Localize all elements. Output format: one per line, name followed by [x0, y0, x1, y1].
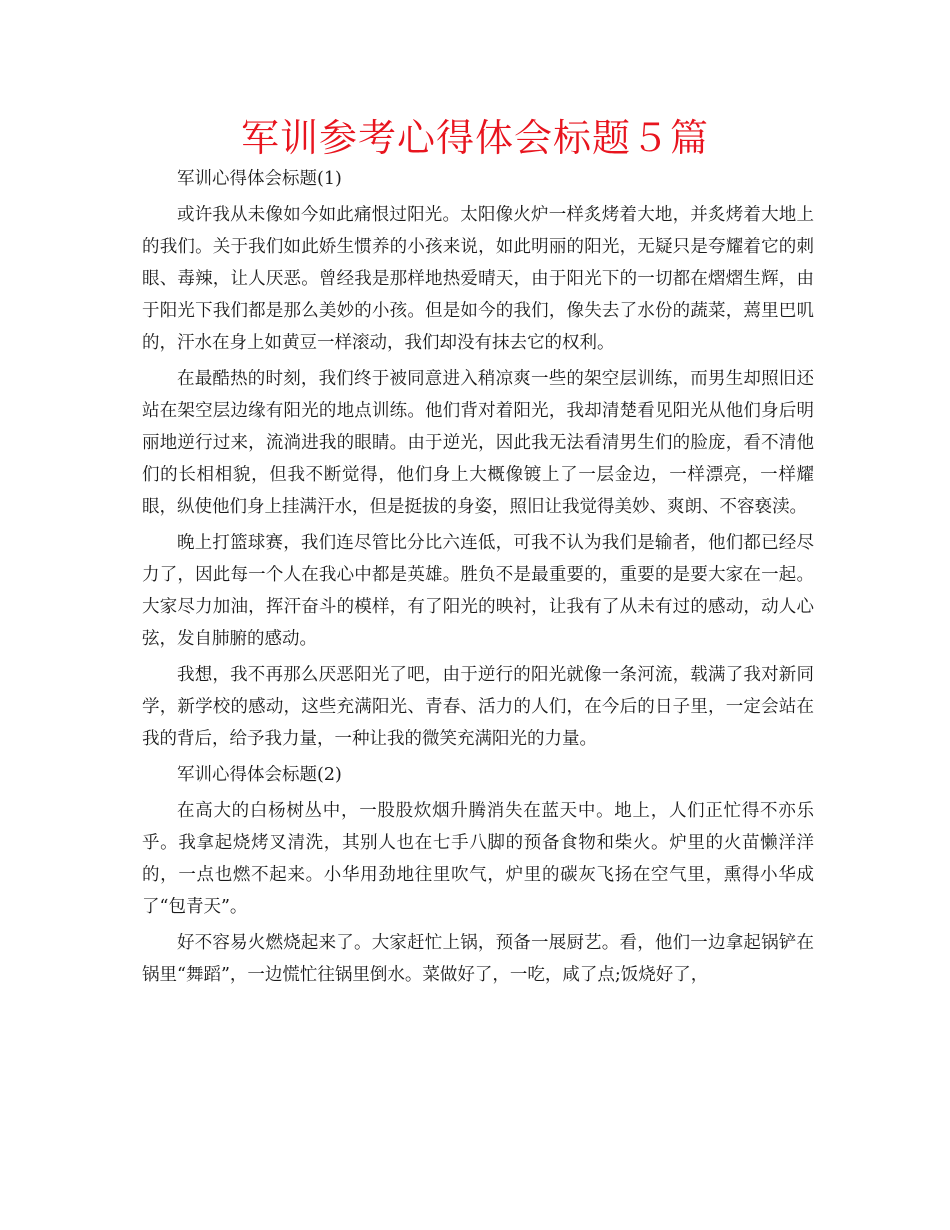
paragraph: 晚上打篮球赛，我们连尽管比分比六连低，可我不认为我们是输者，他们都已经尽力了，因此每一个人在我心中都是英雄。胜负不是最重要的，重要的是要大家在一起。大家尽力加油，挥汗奋斗的模样，有了阳光的映衬，让我有了从未有过的感动，动人心弦，发自肺腑的感动。 [142, 533, 814, 649]
page-title: 军训参考心得体会标题５篇 [240, 116, 709, 160]
paragraph: 在最酷热的时刻，我们终于被同意进入稍凉爽一些的架空层训练，而男生却照旧还站在架空层边缘有阳光的地点训练。他们背对着阳光，我却清楚看见阳光从他们身后明丽地逆行过来，流淌进我的眼睛。由于逆光，因此我无法看清男生们的脸庞，看不清他们的长相相貌，但我不断觉得，他们身上大概像镀上了一层金边，一样漂亮，一样耀眼，纵使他们身上挂满汗水，但是挺拔的身姿，照旧让我觉得美妙、爽朗、不容亵渎。 [142, 369, 814, 517]
paragraph: 好不容易火燃烧起来了。大家赶忙上锅，预备一展厨艺。看，他们一边拿起锅铲在锅里“舞蹈”，一边慌忙往锅里倒水。菜做好了，一吃，咸了点;饭烧好了， [142, 933, 814, 985]
paragraph: 在高大的白杨树丛中，一股股炊烟升腾消失在蓝天中。地上，人们正忙得不亦乐乎。我拿起烧烤叉清洗，其别人也在七手八脚的预备食物和柴火。炉里的火苗懒洋洋的，一点也燃不起来。小华用劲地往里吹气，炉里的碳灰飞扬在空气里，熏得小华成了“包青天”。 [142, 801, 814, 917]
section-heading-2: 军训心得体会标题(2) [177, 765, 342, 785]
paragraph: 我想，我不再那么厌恶阳光了吧，由于逆行的阳光就像一条河流，载满了我对新同学，新学校的感动，这些充满阳光、青春、活力的人们，在今后的日子里，一定会站在我的背后，给予我力量，一种让我的微笑充满阳光的力量。 [142, 665, 814, 749]
document-body [142, 163, 814, 995]
section-heading-1: 军训心得体会标题(1) [177, 169, 342, 189]
paragraph: 或许我从未像如今如此痛恨过阳光。太阳像火炉一样炙烤着大地，并炙烤着大地上的我们。关于我们如此娇生惯养的小孩来说，如此明丽的阳光，无疑只是夸耀着它的刺眼、毒辣，让人厌恶。曾经我是那样地热爱晴天，由于阳光下的一切都在熠熠生辉，由于阳光下我们都是那么美妙的小孩。但是如今的我们，像失去了水份的蔬菜，蔫里巴叽的，汗水在身上如黄豆一样滚动，我们却没有抹去它的权利。 [142, 205, 814, 353]
